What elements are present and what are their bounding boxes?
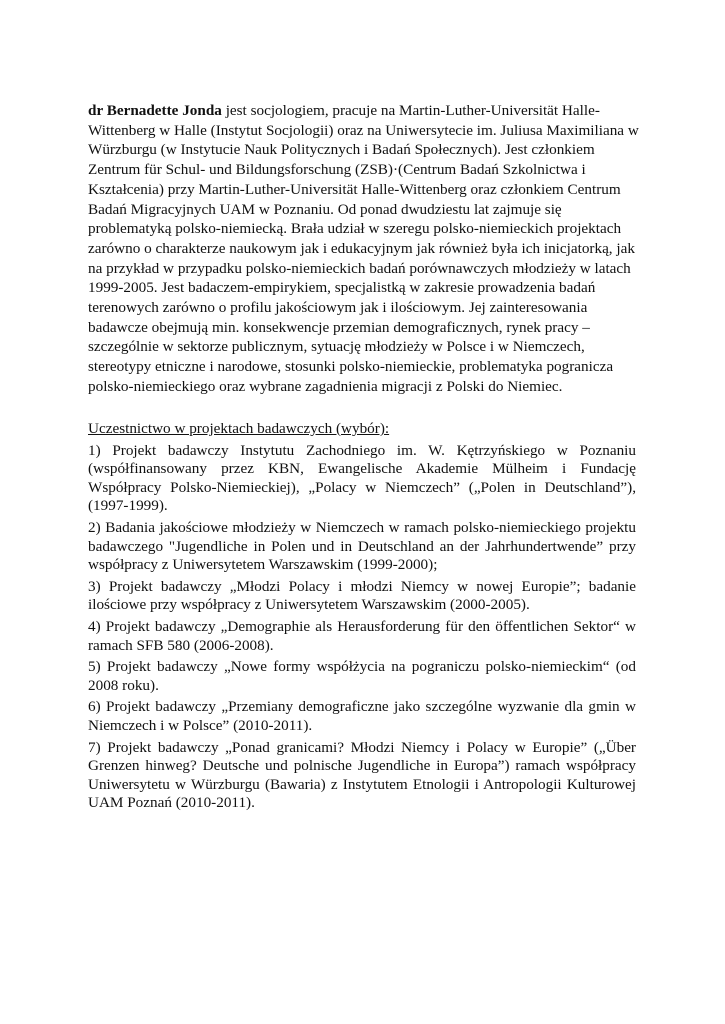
bio-text: jest socjologiem, pracuje na Martin-Luther-Universität Halle-Wittenberg w Halle (Instytut Socjologii) oraz na Uniwersytecie im. Juliusa Maximiliana w Würzburgu (w Instytucie Nauk Politycznych i Badań Społecznych). Jest członkiem Zentrum für Schul- und Bildungsforschung (ZSB)·(Centrum Badań Szkolnictwa i Kształcenia) przy Martin-Luther-Universität Halle-Wittenberg oraz członkiem Centrum Badań Migracyjnych UAM w Poznaniu. Od ponad dwudziestu lat zajmuje się problematyką polsko-niemiecką. Brała udział w szeregu polsko-niemieckich projektach zarówno o charakterze naukowym jak i edukacyjnym jak również była ich inicjatorką, jak na przykład w przypadku polsko-niemieckich badań porównawczych młodzieży w latach 1999-2005. Jest badaczem-empirykiem, specjalistką w zakresie prowadzenia badań terenowych zarówno o profilu jakościowym jak i ilościowym. Jej zainteresowania badawcze obejmują min. konsekwencje przemian demograficznych, rynek pracy – szczególnie w sektorze publicznym, sytuację młodzieży w Polsce i w Niemczech, stereotypy etniczne i narodowe, stosunki polsko-niemieckie, problematyka pogranicza polsko-niemieckiego oraz wybrane zagadnienia migracji z Polski do Niemiec. [88, 102, 639, 395]
project-item-6: 6) Projekt badawczy „Przemiany demograficzne jako szczególne wyzwanie dla gmin w Niemczech i w Polsce” (2010-2011). [88, 698, 636, 734]
project-item-2: 2) Badania jakościowe młodzieży w Niemczech w ramach polsko-niemieckiego projektu badawczego "Jugendliche in Polen und in Deutschland an der Jahrhundertwende” przy współpracy z Uniwersytetem Warszawskim (1999-2000); [88, 518, 636, 574]
project-item-4: 4) Projekt badawczy „Demographie als Herausforderung für den öffentlichen Sektor“ w ramach SFB 580 (2006-2008). [88, 617, 636, 654]
project-item-7: 7) Projekt badawczy „Ponad granicami? Młodzi Niemcy i Polacy w Europie” („Über Grenzen hinweg? Deutsche und polnische Jugendliche in Europa”) ramach współpracy Uniwersytetu w Würzburgu (Bawaria) z Instytutem Etnologii i Antropologii Kulturowej UAM Poznań (2010-2011). [88, 738, 636, 812]
project-item-5: 5) Projekt badawczy „Nowe formy współżycia na pograniczu polsko-niemieckim“ (od 2008 roku). [88, 658, 636, 694]
author-name: dr Bernadette Jonda [88, 102, 222, 119]
project-item-3: 3) Projekt badawczy „Młodzi Polacy i młodzi Niemcy w nowej Europie”; badanie ilościowe przy współpracy z Uniwersytetem Warszawskim (2000-2005). [88, 577, 636, 614]
projects-section [88, 420, 636, 816]
bio-paragraph [88, 101, 648, 397]
projects-heading: Uczestnictwo w projektach badawczych (wybór): [88, 420, 390, 437]
project-item-1: 1) Projekt badawczy Instytutu Zachodniego im. W. Kętrzyńskiego w Poznaniu (współfinansowany przez KBN, Ewangelische Akademie Mülheim i Fundację Współpracy Polsko-Niemieckiej), „Polacy w Niemczech” („Polen in Deutschland”), (1997-1999). [88, 441, 636, 515]
